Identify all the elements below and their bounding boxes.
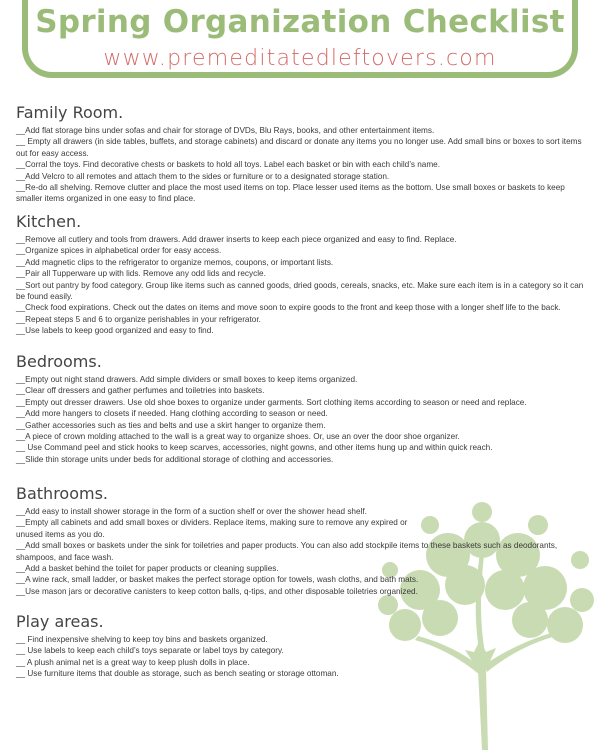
site-url: www.premeditatedleftovers.com <box>103 46 497 71</box>
checklist-item: __Gather accessories such as ties and belts and use a skirt hanger to organize them. <box>16 420 326 430</box>
checklist-item: __Empty all cabinets and add small boxes or dividers. Replace items, making sure to remove any expired or unused items as you do. <box>16 518 408 539</box>
checklist-item: __Add Velcro to all remotes and attach them to the sides or furniture or to a designated storage station. <box>16 171 390 181</box>
checklist-item: __Add more hangers to closets if needed. Hang clothing according to season or need. <box>16 409 328 419</box>
checklist-item: __ Use furniture items that double as storage, such as bench seating or storage ottoman. <box>16 669 339 679</box>
checklist-item: __Add small boxes or baskets under the sink for toiletries and paper products. You can also add stockpile items to these baskets such as deodorants, shampoos, and face wash. <box>16 541 558 562</box>
section-heading: Bedrooms. <box>16 352 102 371</box>
checklist-item: __Re-do all shelving. Remove clutter and place the most used items on top. Place lesser used items as the bottom. Use small boxes or baskets to keep smaller items organized in one easy to find place. <box>16 183 565 204</box>
checklist-item: __Repeat steps 5 and 6 to organize perishables in your refrigerator. <box>16 314 261 324</box>
section-bathrooms <box>16 484 590 597</box>
section-heading: Kitchen. <box>16 212 82 231</box>
checklist-item: __Use mason jars or decorative canisters to keep cotton balls, q-tips, and other disposable toiletries organized. <box>16 586 418 596</box>
checklist-item: __Check food expirations. Check out the dates on items and move soon to expire goods to the front and keep those with a longer shelf life to the back. <box>16 303 561 313</box>
checklist-item: __Empty out night stand drawers. Add simple dividers or small boxes to keep items organized. <box>16 375 358 384</box>
checklist-item: __ A plush animal net is a great way to keep plush dolls in place. <box>16 657 250 667</box>
checklist-item: __Use labels to keep good organized and easy to find. <box>16 326 214 336</box>
page-title: Spring Organization Checklist <box>35 4 565 40</box>
checklist-item: __Add flat storage bins under sofas and chair for storage of DVDs, Blu Rays, books, and other entertainment items. <box>16 126 435 135</box>
checklist-item: __Clear off dressers and gather perfumes and toiletries into baskets. <box>16 386 265 396</box>
checklist-item: __Corral the toys. Find decorative chests or baskets to hold all toys. Label each basket or bin with each child’s name. <box>16 160 441 170</box>
section-play-areas <box>16 612 590 680</box>
checklist-item: __Pair all Tupperware up with lids. Remove any odd lids and recycle. <box>16 269 266 279</box>
section-heading: Bathrooms. <box>16 484 109 503</box>
section-heading: Family Room. <box>16 103 124 122</box>
checklist-item: __ Use labels to keep each child’s toys separate or label toys by category. <box>16 646 284 656</box>
checklist-item: __Slide thin storage units under beds for additional storage of clothing and accessories. <box>16 454 334 464</box>
checklist-item: __Remove all cutlery and tools from drawers. Add drawer inserts to keep each piece organized and easy to find. Replace. <box>16 235 457 244</box>
checklist-item: __ Empty all drawers (in side tables, buffets, and storage cabinets) and discard or donate any items you no longer use. Add small bins or boxes to sort items out for easy access. <box>16 137 582 158</box>
checklist-item: __ Use Command peel and stick hooks to keep scarves, accessories, night gowns, and other items hung up and within quick reach. <box>16 443 493 453</box>
checklist-item: __Add a basket behind the toilet for paper products or cleaning supplies. <box>16 564 279 574</box>
checklist-item: __Add easy to install shower storage in the form of a suction shelf or over the shower head shelf. <box>16 507 367 516</box>
section-bedrooms <box>16 352 590 465</box>
checklist-item: __Empty out dresser drawers. Use old shoe boxes to organize under garments. Sort clothing items according to season or need and replace. <box>16 397 527 407</box>
checklist-item: __Sort out pantry by food category. Group like items such as canned goods, dried goods, cereals, snacks, etc. Make sure each item is in a category so it can be found easily. <box>16 280 584 302</box>
checklist-item: __A piece of crown molding attached to the wall is a great way to organize shoes. Or, use an over the door shoe organizer. <box>16 432 460 442</box>
checklist-item: __ Find inexpensive shelving to keep toy bins and baskets organized. <box>16 635 268 644</box>
checklist-item: __Add magnetic clips to the refrigerator to organize memos, coupons, or important lists. <box>16 257 334 267</box>
section-family-room <box>16 103 590 205</box>
section-heading: Play areas. <box>16 612 104 631</box>
section-kitchen <box>16 212 590 337</box>
checklist-item: __Organize spices in alphabetical order for easy access. <box>16 246 222 256</box>
checklist-item: __A wine rack, small ladder, or basket makes the perfect storage option for towels, wash cloths, and bath mats. <box>16 575 419 585</box>
